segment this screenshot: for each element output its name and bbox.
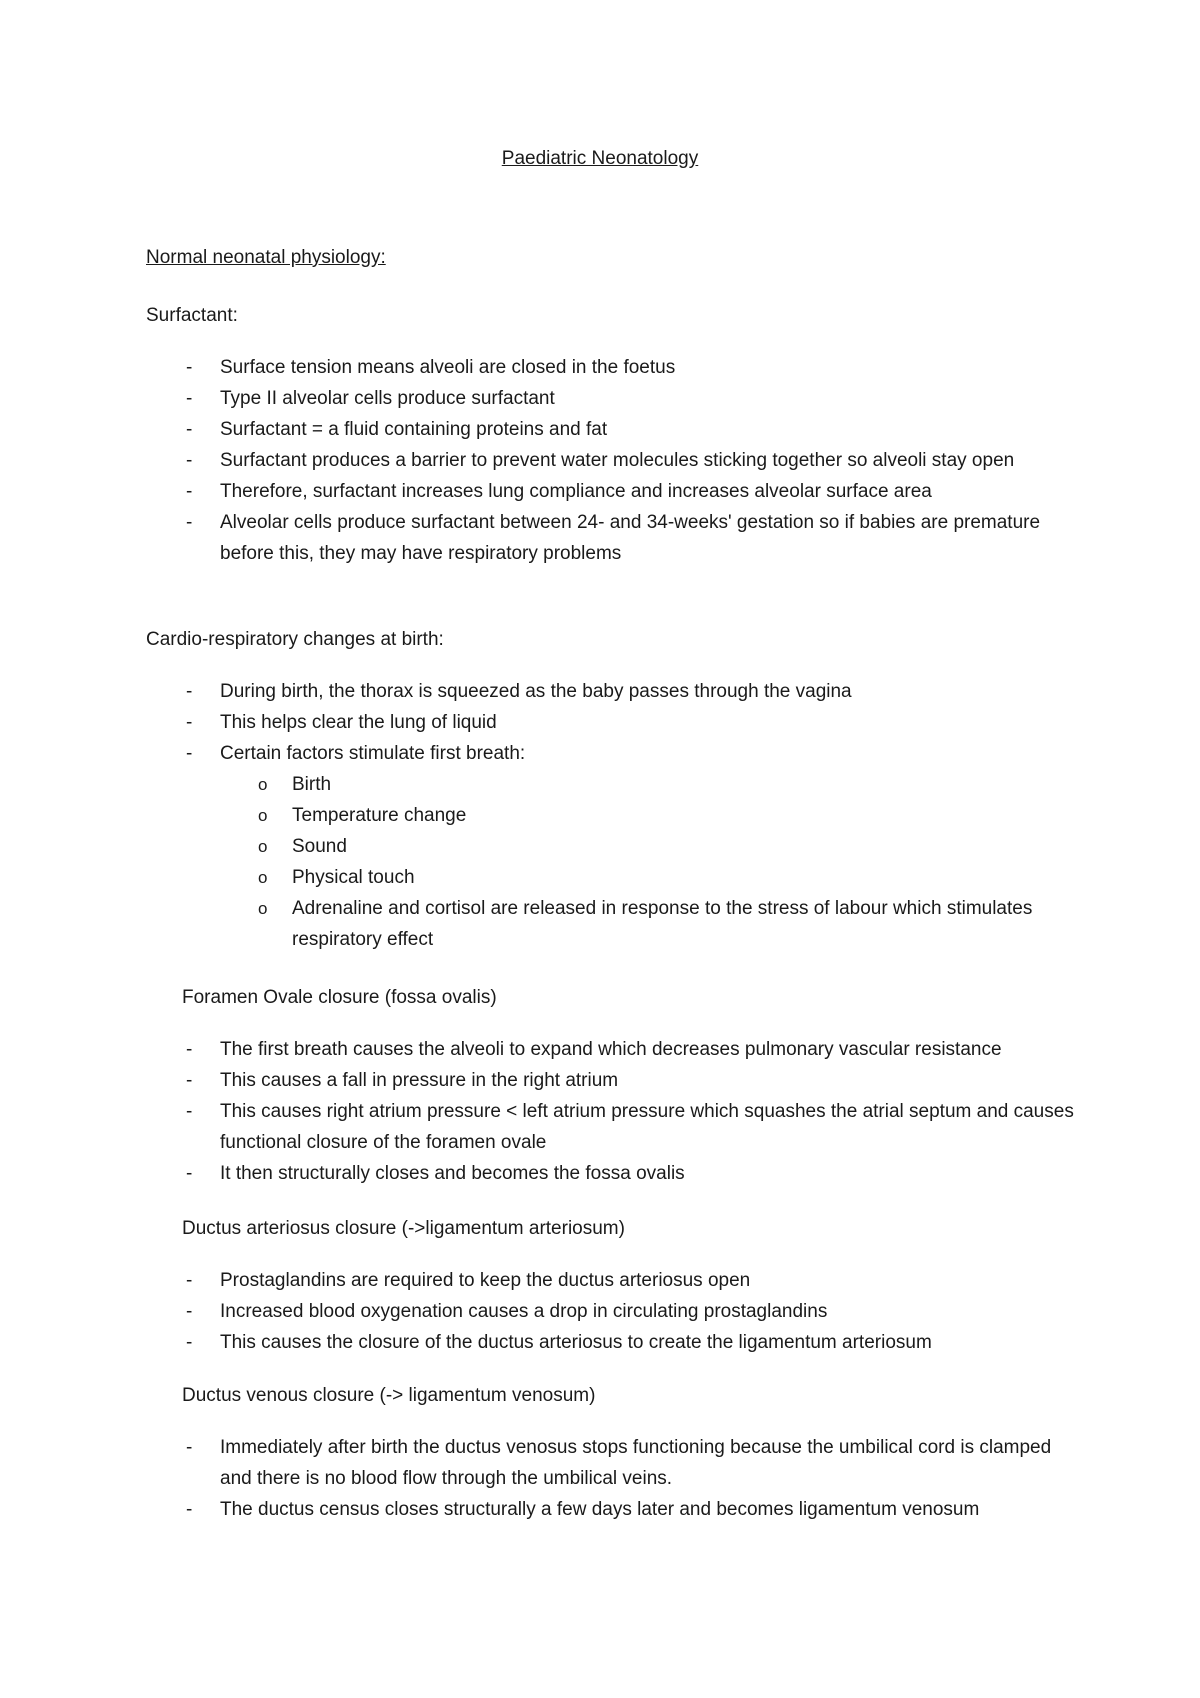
bullet-marker: - xyxy=(186,1070,193,1091)
ductus-arteriosus-list xyxy=(146,1265,1076,1358)
list-item: - Increased blood oxygenation causes a drop in circulating prostaglandins xyxy=(146,1296,1076,1327)
bullet-marker: - xyxy=(186,450,193,471)
foramen-heading: Foramen Ovale closure (fossa ovalis) xyxy=(182,987,497,1008)
list-item: - This helps clear the lung of liquid xyxy=(146,707,1076,738)
bullet-marker: - xyxy=(186,712,193,733)
list-item: - This causes right atrium pressure < left atrium pressure which squashes the atrial septum and causes functional closure of the foramen ovale xyxy=(146,1096,1076,1158)
list-item: - Certain factors stimulate first breath: xyxy=(146,738,1076,769)
sub-bullet-marker: o xyxy=(258,806,268,825)
list-item: - The first breath causes the alveoli to expand which decreases pulmonary vascular resistance xyxy=(146,1034,1076,1065)
bullet-marker: - xyxy=(186,681,193,702)
bullet-marker: - xyxy=(186,419,193,440)
bullet-marker: - xyxy=(186,481,193,502)
surfactant-heading: Surfactant: xyxy=(146,305,238,326)
bullet-marker: - xyxy=(186,1332,193,1353)
section-heading: Normal neonatal physiology: xyxy=(146,247,386,268)
cardio-list xyxy=(146,676,1076,955)
cardio-heading: Cardio-respiratory changes at birth: xyxy=(146,629,444,650)
ductus-venous-heading: Ductus venous closure (-> ligamentum venosum) xyxy=(182,1385,596,1406)
list-item: - This causes a fall in pressure in the right atrium xyxy=(146,1065,1076,1096)
ductus-arteriosus-heading: Ductus arteriosus closure (->ligamentum arteriosum) xyxy=(182,1218,625,1239)
list-item: - Alveolar cells produce surfactant between 24- and 34-weeks' gestation so if babies are premature before this, they may have respiratory problems xyxy=(146,507,1076,569)
surfactant-list xyxy=(146,352,1076,569)
list-item: - Surfactant = a fluid containing proteins and fat xyxy=(146,414,1076,445)
ductus-venous-list xyxy=(146,1432,1076,1525)
list-item: - It then structurally closes and becomes the fossa ovalis xyxy=(146,1158,1076,1189)
bullet-marker: - xyxy=(186,388,193,409)
sub-list-item: o Sound xyxy=(146,831,1076,862)
sub-list-item: o Temperature change xyxy=(146,800,1076,831)
bullet-marker: - xyxy=(186,1101,193,1122)
list-item: - Type II alveolar cells produce surfactant xyxy=(146,383,1076,414)
bullet-marker: - xyxy=(186,1499,193,1520)
bullet-marker: - xyxy=(186,743,193,764)
sub-bullet-marker: o xyxy=(258,775,268,794)
bullet-marker: - xyxy=(186,1270,193,1291)
sub-list-item: o Adrenaline and cortisol are released in response to the stress of labour which stimulates respiratory effect xyxy=(146,893,1076,955)
bullet-marker: - xyxy=(186,1301,193,1322)
bullet-marker: - xyxy=(186,1437,193,1458)
bullet-marker: - xyxy=(186,1039,193,1060)
list-item: - During birth, the thorax is squeezed as the baby passes through the vagina xyxy=(146,676,1076,707)
list-item: - Prostaglandins are required to keep the ductus arteriosus open xyxy=(146,1265,1076,1296)
sub-bullet-marker: o xyxy=(258,837,268,856)
list-item: - Immediately after birth the ductus venosus stops functioning because the umbilical cord is clamped and there is no blood flow through the umbilical veins. xyxy=(146,1432,1076,1494)
list-item: - Surface tension means alveoli are closed in the foetus xyxy=(146,352,1076,383)
sub-bullet-marker: o xyxy=(258,868,268,887)
list-item: - Surfactant produces a barrier to prevent water molecules sticking together so alveoli stay open xyxy=(146,445,1076,476)
sub-list-item: o Physical touch xyxy=(146,862,1076,893)
list-item: - This causes the closure of the ductus arteriosus to create the ligamentum arteriosum xyxy=(146,1327,1076,1358)
list-item: - Therefore, surfactant increases lung compliance and increases alveolar surface area xyxy=(146,476,1076,507)
foramen-list xyxy=(146,1034,1076,1189)
sub-list-item: o Birth xyxy=(146,769,1076,800)
sub-bullet-marker: o xyxy=(258,899,268,918)
bullet-marker: - xyxy=(186,357,193,378)
bullet-marker: - xyxy=(186,512,193,533)
list-item: - The ductus census closes structurally a few days later and becomes ligamentum venosum xyxy=(146,1494,1076,1525)
bullet-marker: - xyxy=(186,1163,193,1184)
document-title: Paediatric Neonatology xyxy=(501,148,699,169)
